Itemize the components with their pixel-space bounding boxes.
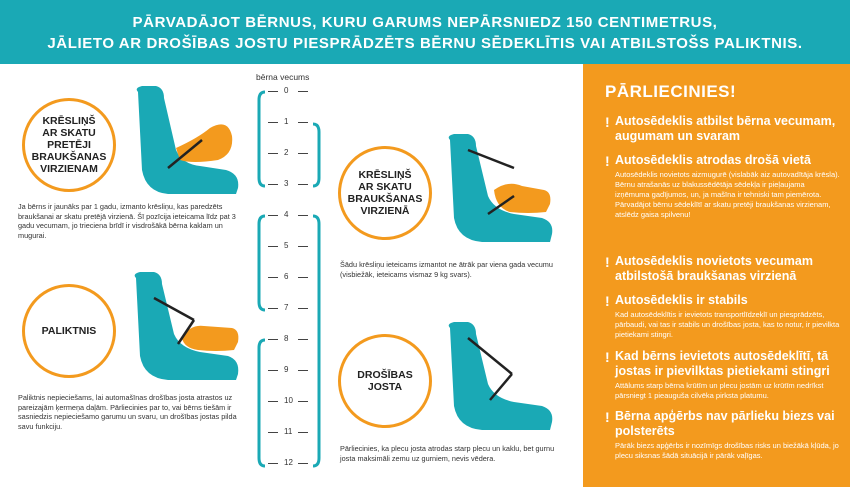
age-tick: 1 xyxy=(284,117,289,126)
age-scale-brackets xyxy=(255,88,325,473)
checklist-item xyxy=(605,349,841,401)
booster-label-circle xyxy=(22,284,116,378)
age-tick: 7 xyxy=(284,303,289,312)
rear-facing-label-circle xyxy=(22,98,116,192)
header-banner xyxy=(0,0,850,64)
age-tick: 6 xyxy=(284,272,289,281)
header-line-1: PĀRVADĀJOT BĒRNUS, KURU GARUMS NEPĀRSNIEDZ 150 CENTIMETRUS, xyxy=(132,14,718,31)
checklist-item-text: Autosēdeklis novietots aizmugurē (vislabāk aiz autovadītāja krēsla). Bērnu atrašanās uz blakussēdētāja sēdekļa ir pieļaujama izņēmuma gadījumos, un, ja mašīna ir tehniski tam piemērota. Pārvadājot bērnu sēdeklītī ar skatu pretēji braukšanas virzienam, atslēdz gaisa spilvenu! xyxy=(615,170,840,219)
forward-facing-description: Šādu krēsliņu ieteicams izmantot ne ātrāk par viena gada vecumu (visbiežāk, ieteicams vismaz 9 kg svars). xyxy=(340,260,553,279)
age-scale-title: bērna vecums xyxy=(256,72,310,82)
checklist-item xyxy=(605,114,841,144)
seat-belt-label-circle xyxy=(338,334,432,428)
age-tick: 4 xyxy=(284,210,289,219)
checklist-item xyxy=(605,153,841,220)
checklist-item xyxy=(605,254,841,284)
age-tick: 12 xyxy=(284,458,293,467)
exclamation-icon: ! xyxy=(605,349,610,365)
exclamation-icon: ! xyxy=(605,293,610,309)
exclamation-icon: ! xyxy=(605,254,610,270)
checklist-item-text: Pārāk biezs apģērbs ir nozīmīgs drošības risks un biežākā kļūda, jo plecu siksnas šādā situācijā ir pārāk vaļīgas. xyxy=(615,441,839,460)
age-tick: 8 xyxy=(284,334,289,343)
exclamation-icon: ! xyxy=(605,409,610,425)
exclamation-icon: ! xyxy=(605,153,610,169)
age-tick: 2 xyxy=(284,148,289,157)
checklist-panel xyxy=(583,64,850,487)
seat-belt-label: DROŠĪBAS JOSTA xyxy=(357,369,413,393)
age-tick: 11 xyxy=(284,427,293,436)
forward-facing-label: KRĒSLIŅŠ AR SKATU BRAUKŠANAS VIRZIENĀ xyxy=(347,169,423,217)
checklist-item-title: Autosēdeklis atrodas drošā vietā xyxy=(615,153,811,167)
booster-seat-illustration xyxy=(128,268,248,388)
checklist-item-title: Autosēdeklis ir stabils xyxy=(615,293,748,307)
seat-belt-illustration xyxy=(442,318,562,438)
checklist-item xyxy=(605,409,841,461)
header-line-2: JĀLIETO AR DROŠĪBAS JOSTU PIESPRĀDZĒTS BĒRNU SĒDEKLĪTIS VAI ATBILSTOŠS PALIKTNIS. xyxy=(47,35,803,52)
age-tick: 9 xyxy=(284,365,289,374)
rear-facing-seat-illustration xyxy=(128,80,248,200)
age-tick: 5 xyxy=(284,241,289,250)
age-tick: 0 xyxy=(284,86,289,95)
checklist-item-text: Attālums starp bērna krūtīm un plecu jostām uz krūtīm nedrīkst pārsniegt 1 pieauguša cilvēka pirksta platumu. xyxy=(615,381,824,400)
rear-facing-description: Ja bērns ir jaunāks par 1 gadu, izmanto krēsliņu, kas paredzēts braukšanai ar skatu pretējā virzienā. Šī pozīcija ieteicama līdz pat 3 gadu vecumam, jo trieciena brīdī ir visdrošākā bērna kaklam un mugurai. xyxy=(18,202,236,240)
exclamation-icon: ! xyxy=(605,114,610,130)
checklist-item-title: Autosēdeklis novietots vecumam atbilstošā braukšanas virzienā xyxy=(615,254,813,283)
rear-facing-label: KRĒSLIŅŠ AR SKATU PRETĒJI BRAUKŠANAS VIRZIENAM xyxy=(31,115,107,175)
age-tick: 10 xyxy=(284,396,293,405)
checklist-item xyxy=(605,293,841,340)
checklist-item-text: Kad autosēdeklītis ir ievietots transportlīdzeklī un piesprādzēts, pārbaudi, vai tas ir stabils un drošības josta, kas to notur, ir pievilkta pietiekami stingri. xyxy=(615,310,840,339)
checklist-item-title: Kad bērns ievietots autosēdeklītī, tā jostas ir pievilktas pietiekami stingri xyxy=(615,349,830,378)
forward-facing-seat-illustration xyxy=(442,128,562,248)
booster-description: Paliktnis nepieciešams, lai automašīnas drošības josta atrastos uz pareizajām ķermeņa daļām. Pārliecinies par to, vai bērns tiešām ir sasniedzis nepieciešamo garumu un svaru, un drošības jostas pilda savu funkciju. xyxy=(18,393,237,431)
booster-label: PALIKTNIS xyxy=(41,325,97,337)
checklist-item-title: Bērna apģērbs nav pārlieku biezs vai polsterēts xyxy=(615,409,835,438)
seat-belt-description: Pārliecinies, ka plecu josta atrodas starp plecu un kaklu, bet gurnu josta maksimāli zemu uz gurniem, nevis vēdera. xyxy=(340,444,555,463)
forward-facing-label-circle xyxy=(338,146,432,240)
age-tick: 3 xyxy=(284,179,289,188)
checklist-item-title: Autosēdeklis atbilst bērna vecumam, augumam un svaram xyxy=(615,114,836,143)
checklist-title: PĀRLIECINIES! xyxy=(605,82,737,101)
